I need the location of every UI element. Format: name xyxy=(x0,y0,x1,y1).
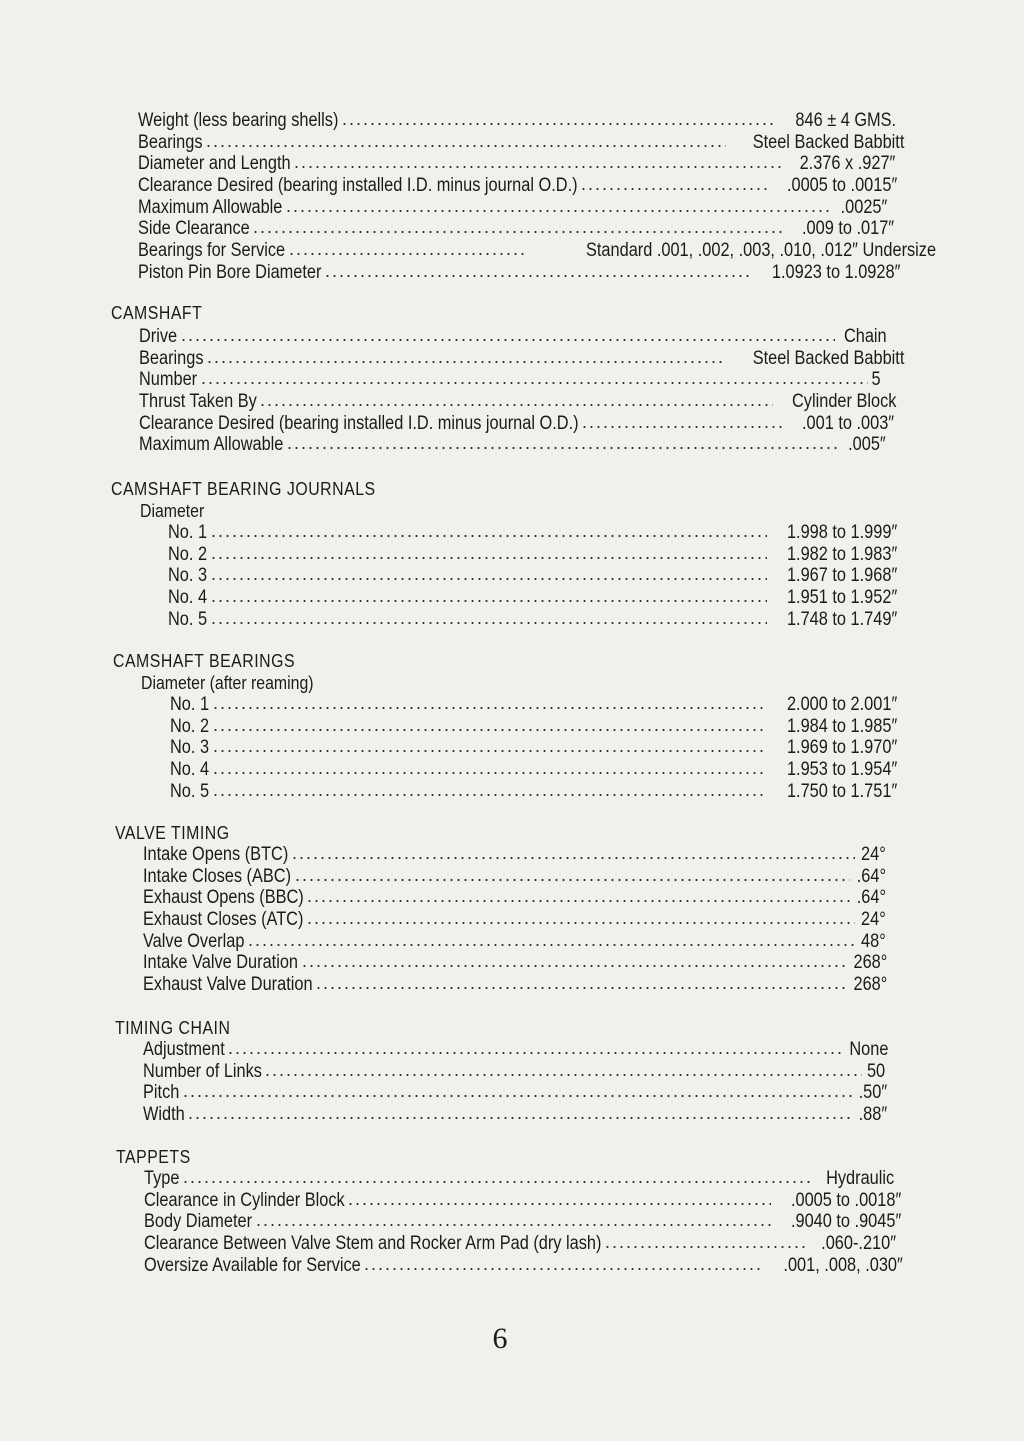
dot-leader xyxy=(315,985,846,991)
section-heading: CAMSHAFT BEARINGS xyxy=(113,651,296,671)
spec-label: Number xyxy=(139,369,198,391)
spec-row xyxy=(168,608,898,631)
camshaft-bearings-section xyxy=(0,650,1024,802)
spec-row xyxy=(170,694,898,716)
spec-value: 1.0923 to 1.0928″ xyxy=(771,261,901,283)
dot-leader xyxy=(210,533,767,539)
dot-leader xyxy=(347,1201,771,1207)
dot-leader xyxy=(200,380,868,386)
spec-value: 846 ± 4 GMS. xyxy=(795,110,897,131)
dot-leader xyxy=(264,1072,862,1078)
section-heading: CAMSHAFT BEARING JOURNALS xyxy=(111,479,376,499)
spec-label: Intake Opens (BTC) xyxy=(143,844,289,865)
spec-value: .50″ xyxy=(858,1082,888,1104)
spec-row xyxy=(143,1082,888,1104)
dot-leader xyxy=(293,164,782,170)
section-heading: TIMING CHAIN xyxy=(115,1018,231,1038)
dot-leader xyxy=(286,445,840,451)
spec-label: No. 1 xyxy=(170,694,210,715)
spec-row xyxy=(139,326,887,348)
spec-value: 1.951 to 1.952″ xyxy=(786,587,898,609)
dot-leader xyxy=(210,576,767,582)
spec-value: .005″ xyxy=(848,434,886,456)
dot-leader xyxy=(285,208,831,214)
spec-label: Thrust Taken By xyxy=(139,391,257,413)
spec-label: Body Diameter xyxy=(144,1211,253,1233)
spec-row xyxy=(168,543,898,566)
spec-value: None xyxy=(849,1039,889,1060)
spec-value: 1.953 to 1.954″ xyxy=(786,759,898,781)
spec-row xyxy=(143,1060,886,1083)
spec-list xyxy=(0,326,1024,456)
dot-leader xyxy=(187,1115,852,1121)
spec-row xyxy=(170,780,898,803)
spec-label: Side Clearance xyxy=(138,218,250,240)
dot-leader xyxy=(212,792,767,798)
valve-timing-section xyxy=(0,822,1024,996)
tappets-section xyxy=(0,1146,1024,1276)
dot-leader xyxy=(212,727,767,733)
spec-row xyxy=(143,1104,888,1126)
spec-label: Clearance in Cylinder Block xyxy=(144,1189,345,1211)
spec-label: Oversize Available for Service xyxy=(144,1254,361,1276)
spec-value: Hydraulic xyxy=(826,1168,895,1189)
spec-label: Adjustment xyxy=(143,1039,225,1060)
spec-label: Clearance Between Valve Stem and Rocker Arm Pad (dry lash) xyxy=(144,1233,602,1255)
dot-leader xyxy=(212,705,767,711)
dot-leader xyxy=(363,1266,762,1272)
dot-leader xyxy=(210,555,767,561)
spec-label: Bearings for Service xyxy=(138,240,286,262)
dot-leader xyxy=(294,877,850,883)
spec-value: 1.982 to 1.983″ xyxy=(786,543,898,565)
spec-value: 1.984 to 1.985″ xyxy=(786,715,898,737)
spec-row xyxy=(170,759,898,781)
dot-leader xyxy=(288,251,527,257)
spec-label: No. 5 xyxy=(170,780,210,802)
spec-value: 48° xyxy=(861,930,886,952)
spec-value: .009 to .017″ xyxy=(801,218,895,240)
spec-value: .88″ xyxy=(858,1104,888,1126)
spec-value: .0005 to .0018″ xyxy=(790,1189,902,1211)
spec-value: 5 xyxy=(871,369,881,391)
spec-list xyxy=(0,110,1024,284)
dot-leader xyxy=(205,143,726,149)
dot-leader xyxy=(212,770,767,776)
spec-label: Maximum Allowable xyxy=(139,434,284,456)
spec-label: Maximum Allowable xyxy=(138,196,283,218)
spec-row xyxy=(139,434,886,456)
spec-value: .9040 to .9045″ xyxy=(790,1211,902,1233)
spec-label: No. 5 xyxy=(168,608,208,630)
spec-label: Bearings xyxy=(138,131,203,153)
spec-value: 50 xyxy=(866,1060,886,1082)
spec-label: Clearance Desired (bearing installed I.D. minus journal O.D.) xyxy=(138,175,578,197)
dot-leader xyxy=(212,748,767,754)
spec-label: Piston Pin Bore Diameter xyxy=(138,261,322,283)
spec-row xyxy=(143,887,887,909)
dot-leader xyxy=(306,920,855,926)
spec-row xyxy=(143,844,886,866)
spec-label: Exhaust Valve Duration xyxy=(143,974,313,996)
spec-row xyxy=(170,715,898,738)
spec-value: 2.376 x .927″ xyxy=(799,153,896,175)
spec-row xyxy=(143,974,888,996)
spec-row xyxy=(138,261,901,284)
spec-value: 1.969 to 1.970″ xyxy=(786,737,898,759)
spec-row xyxy=(138,153,896,175)
spec-label: No. 3 xyxy=(170,737,210,759)
spec-label: Width xyxy=(143,1104,185,1126)
dot-leader xyxy=(180,337,835,343)
spec-value: .001, .008, .030″ xyxy=(783,1254,903,1276)
spec-label: No. 4 xyxy=(168,587,208,609)
spec-value: .0025″ xyxy=(840,196,888,218)
spec-label: Valve Overlap xyxy=(143,930,245,952)
spec-row xyxy=(143,1039,889,1061)
dot-leader xyxy=(604,1244,807,1250)
section-heading: VALVE TIMING xyxy=(115,823,230,843)
spec-value: 24° xyxy=(861,909,886,931)
spec-list xyxy=(0,1168,1024,1276)
spec-row xyxy=(138,110,897,132)
spec-row xyxy=(139,391,897,413)
spec-list xyxy=(0,844,1024,996)
camshaft-bearing-journals-section xyxy=(0,478,1024,630)
dot-leader xyxy=(227,1050,841,1056)
spec-value: Standard .001, .002, .003, .010, .012″ Undersize xyxy=(585,240,937,262)
dot-leader xyxy=(301,963,846,969)
spec-value: 1.998 to 1.999″ xyxy=(786,522,898,543)
dot-leader xyxy=(252,229,785,235)
spec-value: Cylinder Block xyxy=(792,391,897,413)
spec-value: .0005 to .0015″ xyxy=(786,175,898,197)
spec-list xyxy=(0,522,1024,630)
spec-value: Steel Backed Babbitt xyxy=(752,131,905,153)
spec-row xyxy=(139,347,905,370)
spec-row xyxy=(138,218,895,240)
camshaft-section xyxy=(0,302,1024,456)
spec-label: No. 2 xyxy=(168,543,208,565)
dot-leader xyxy=(206,359,726,365)
spec-value: 24° xyxy=(861,844,886,865)
spec-label: Exhaust Closes (ATC) xyxy=(143,909,304,931)
spec-value: 268° xyxy=(853,952,888,974)
spec-value: 1.750 to 1.751″ xyxy=(786,780,898,802)
dot-leader xyxy=(341,121,777,127)
spec-row xyxy=(143,930,886,953)
spec-row xyxy=(144,1189,902,1212)
spec-row xyxy=(138,131,905,154)
spec-label: No. 4 xyxy=(170,759,210,781)
spec-row xyxy=(144,1168,895,1190)
dot-leader xyxy=(259,402,773,408)
dot-leader xyxy=(247,942,855,948)
spec-label: Weight (less bearing shells) xyxy=(138,110,339,131)
spec-label: No. 3 xyxy=(168,565,208,587)
spec-label: Clearance Desired (bearing installed I.D. minus journal O.D.) xyxy=(139,412,579,434)
spec-value: .001 to .003″ xyxy=(801,412,895,434)
section-heading: TAPPETS xyxy=(116,1147,191,1167)
spec-row xyxy=(168,587,898,609)
spec-row xyxy=(138,240,937,262)
spec-label: No. 1 xyxy=(168,522,208,543)
spec-row xyxy=(143,909,886,931)
spec-row xyxy=(143,865,887,888)
spec-list xyxy=(0,1039,1024,1126)
spec-value: .060-.210″ xyxy=(821,1233,897,1255)
spec-value: 2.000 to 2.001″ xyxy=(786,694,898,715)
section-subheading: Diameter (after reaming) xyxy=(141,673,314,693)
spec-label: Drive xyxy=(139,326,178,347)
spec-label: Intake Valve Duration xyxy=(143,952,299,974)
dot-leader xyxy=(324,273,749,279)
spec-row xyxy=(139,369,880,391)
section-subheading: Diameter xyxy=(140,501,205,521)
spec-row xyxy=(170,737,898,759)
dot-leader xyxy=(210,598,767,604)
spec-row xyxy=(144,1233,897,1255)
dot-leader xyxy=(581,424,785,430)
spec-row xyxy=(144,1211,902,1233)
page-number: 6 xyxy=(492,1322,508,1355)
spec-value: 1.967 to 1.968″ xyxy=(786,565,898,587)
dot-leader xyxy=(182,1093,852,1099)
dot-leader xyxy=(291,855,855,861)
dot-leader xyxy=(255,1222,771,1228)
spec-row xyxy=(144,1254,903,1277)
spec-row xyxy=(143,952,888,974)
timing-chain-section xyxy=(0,1017,1024,1126)
dot-leader xyxy=(182,1179,813,1185)
spec-label: Exhaust Opens (BBC) xyxy=(143,887,304,909)
spec-value: 1.748 to 1.749″ xyxy=(786,608,898,630)
spec-label: Diameter and Length xyxy=(138,153,291,175)
spec-value: 268° xyxy=(853,974,888,996)
dot-leader xyxy=(580,186,767,192)
spec-row xyxy=(168,565,898,587)
spec-row xyxy=(168,522,898,544)
spec-value: .64° xyxy=(856,887,887,909)
spec-label: Type xyxy=(144,1168,180,1189)
spec-label: Pitch xyxy=(143,1082,180,1104)
spec-value: Chain xyxy=(843,326,887,347)
spec-label: Number of Links xyxy=(143,1060,262,1082)
top-specs-section xyxy=(0,110,1024,284)
spec-value: .64° xyxy=(856,865,887,887)
spec-label: Bearings xyxy=(139,347,204,369)
dot-leader xyxy=(210,620,767,626)
spec-label: Intake Closes (ABC) xyxy=(143,865,292,887)
spec-value: Steel Backed Babbitt xyxy=(752,347,905,369)
spec-row xyxy=(139,412,895,435)
spec-label: No. 2 xyxy=(170,715,210,737)
spec-row xyxy=(138,196,888,219)
section-heading: CAMSHAFT xyxy=(111,303,203,323)
spec-row xyxy=(138,175,898,197)
spec-list xyxy=(0,694,1024,802)
dot-leader xyxy=(306,898,850,904)
